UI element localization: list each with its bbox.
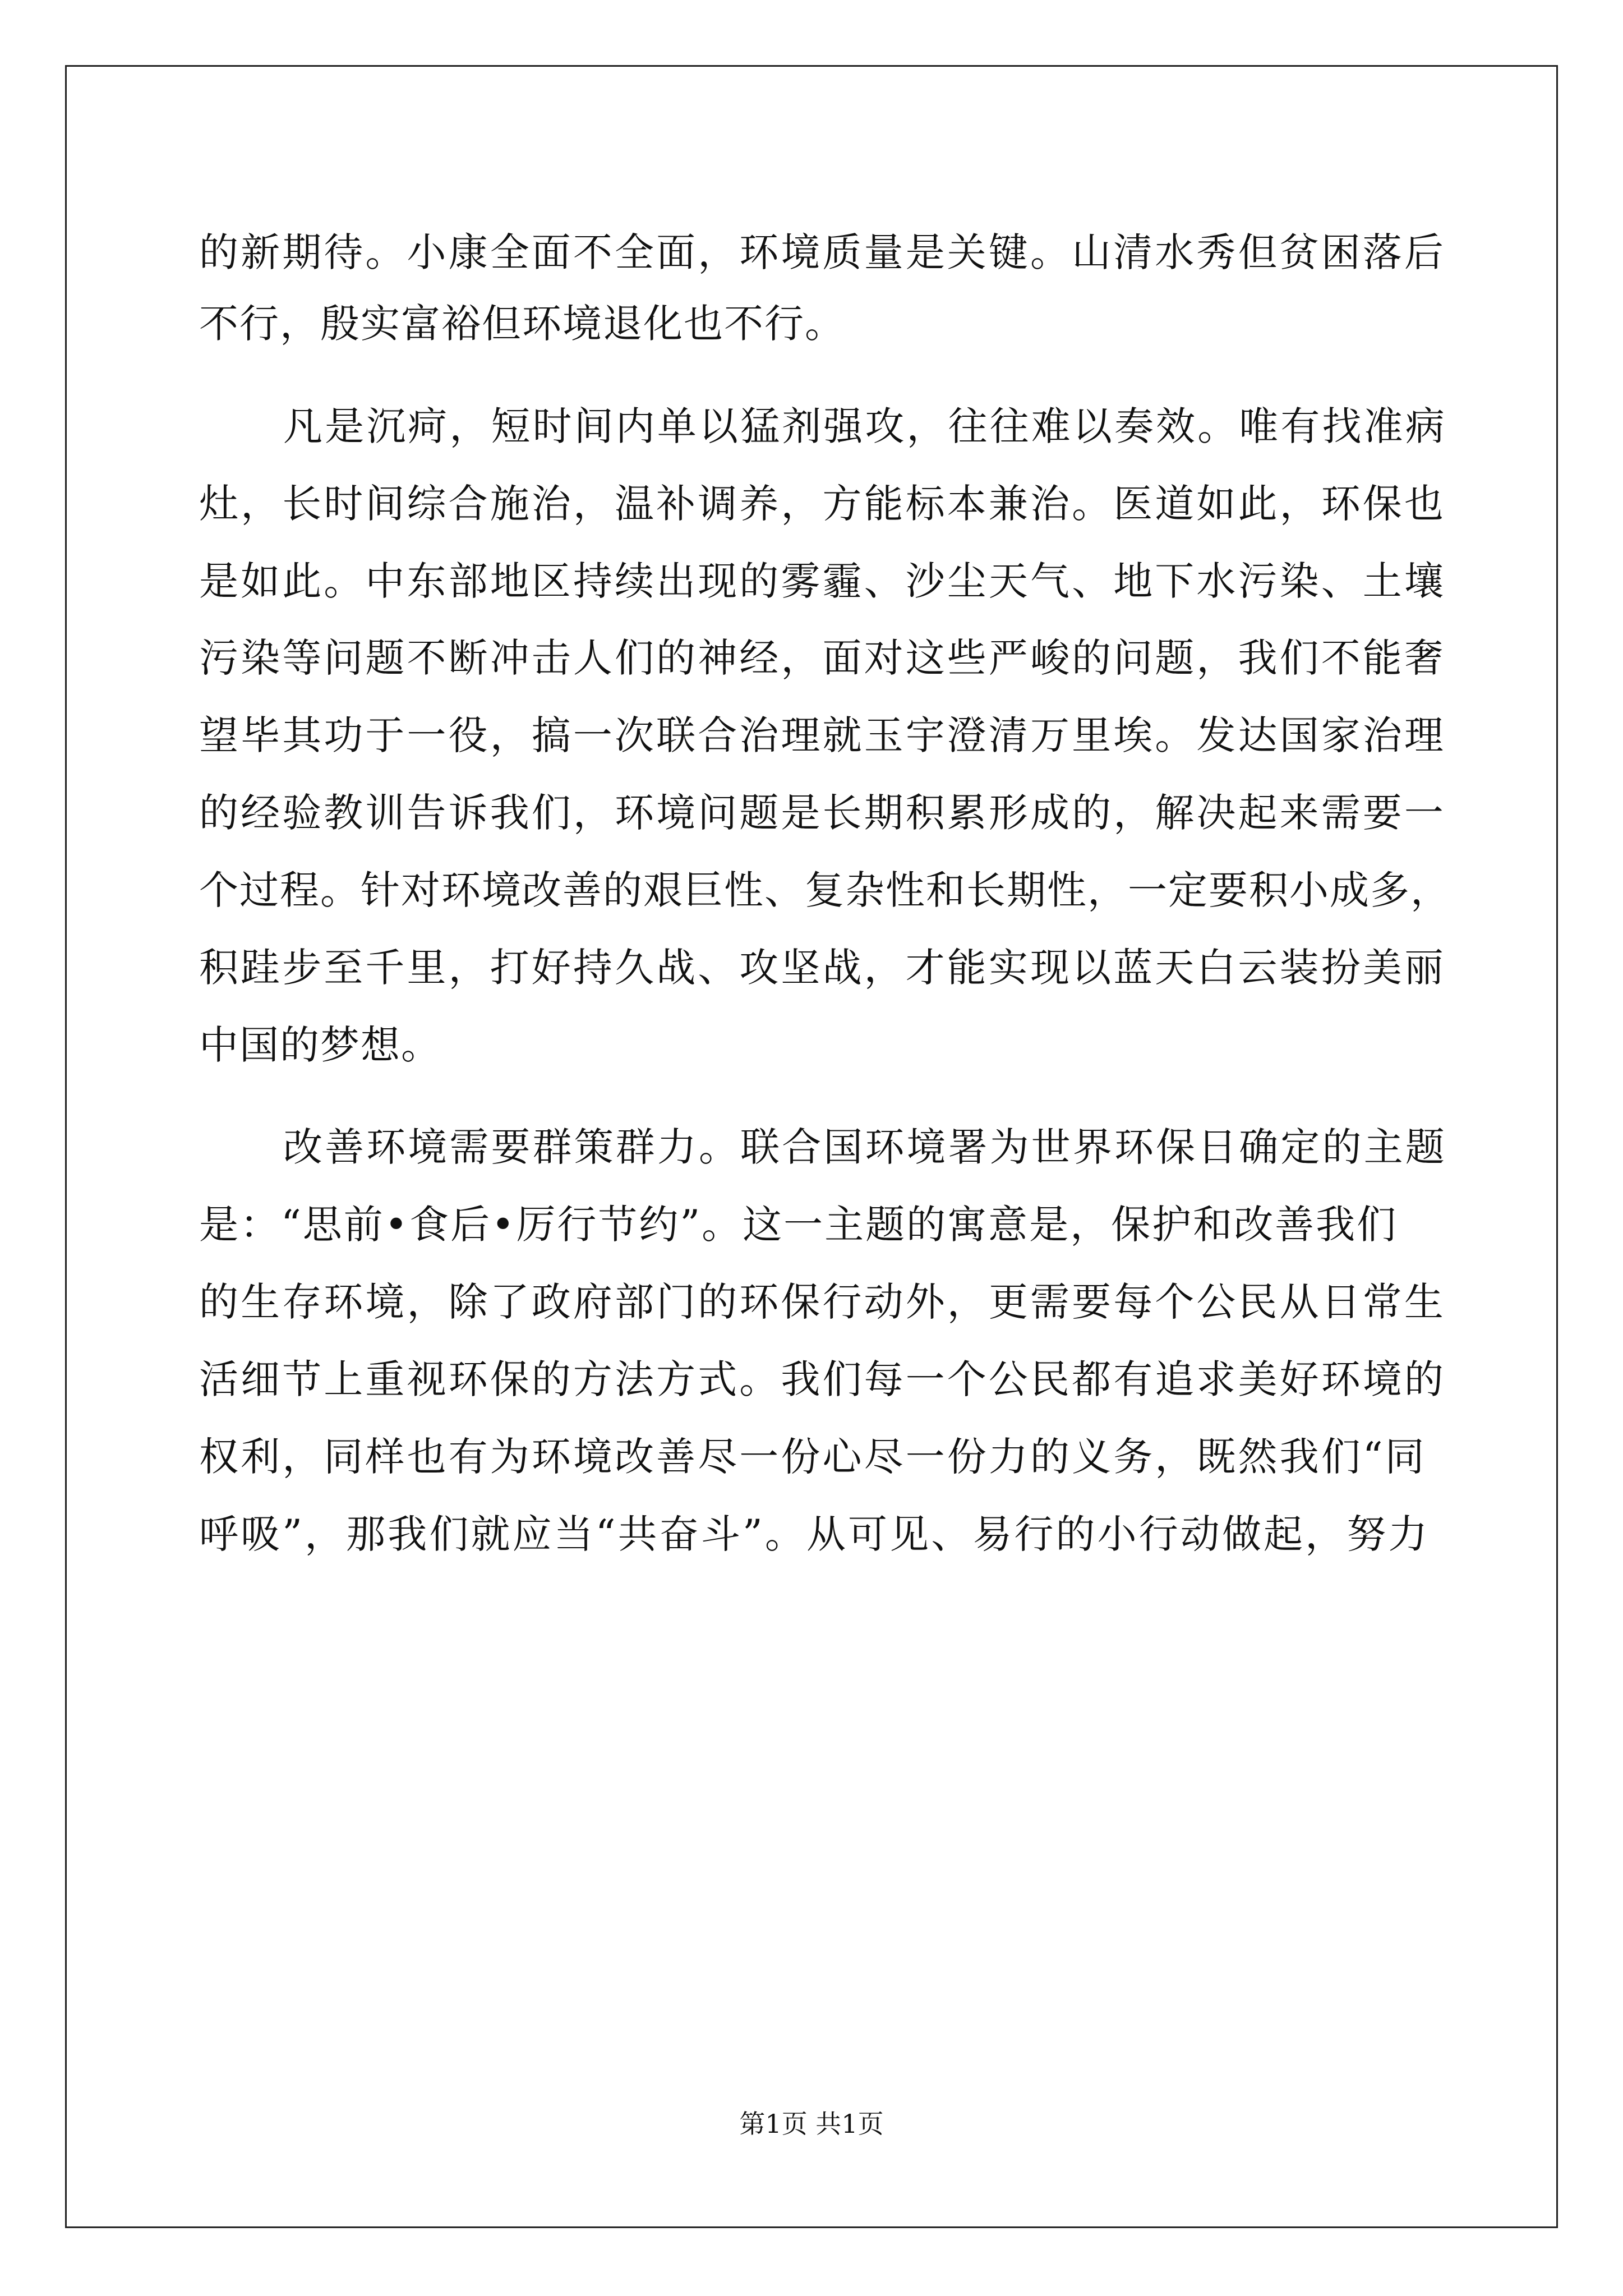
page-number-footer: 第1页 共1页 — [739, 2109, 884, 2139]
text-line: 是：“思前•食后•厉行节约”。这一主题的寓意是，保护和改善我们 — [199, 1202, 1398, 1248]
text-line: 积跬步至千里，打好持久战、攻坚战，才能实现以蓝天白云装扮美丽 — [199, 945, 1446, 991]
text-line: 的生存环境，除了政府部门的环保行动外，更需要每个公民从日常生 — [199, 1279, 1446, 1325]
text-line: 个过程。针对环境改善的艰巨性、复杂性和长期性，一定要积小成多， — [199, 867, 1451, 913]
text-line: 的新期待。小康全面不全面，环境质量是关键。山清水秀但贫困落后 — [199, 229, 1446, 275]
text-line: 不行，殷实富裕但环境退化也不行。 — [199, 301, 845, 347]
text-line: 活细节上重视环保的方法方式。我们每一个公民都有追求美好环境的 — [199, 1356, 1446, 1402]
text-line: 灶，长时间综合施治，温补调养，方能标本兼治。医道如此，环保也 — [199, 481, 1446, 527]
text-line: 中国的梦想。 — [199, 1022, 441, 1068]
text-line: 望毕其功于一役，搞一次联合治理就玉宇澄清万里埃。发达国家治理 — [199, 712, 1446, 758]
text-line: 呼吸”，那我们就应当“共奋斗”。从可见、易行的小行动做起，努力 — [199, 1511, 1430, 1557]
text-line: 是如此。中东部地区持续出现的雾霾、沙尘天气、地下水污染、土壤 — [199, 558, 1446, 604]
text-line: 的经验教训告诉我们，环境问题是长期积累形成的，解决起来需要一 — [199, 790, 1446, 836]
text-line: 权利，同样也有为环境改善尽一份心尽一份力的义务，既然我们“同 — [199, 1434, 1427, 1480]
text-line: 污染等问题不断冲击人们的神经，面对这些严峻的问题，我们不能奢 — [199, 635, 1446, 681]
text-line: 改善环境需要群策群力。联合国环境署为世界环保日确定的主题 — [283, 1124, 1447, 1170]
text-line: 凡是沉疴，短时间内单以猛剂强攻，往往难以奏效。唯有找准病 — [283, 403, 1447, 449]
